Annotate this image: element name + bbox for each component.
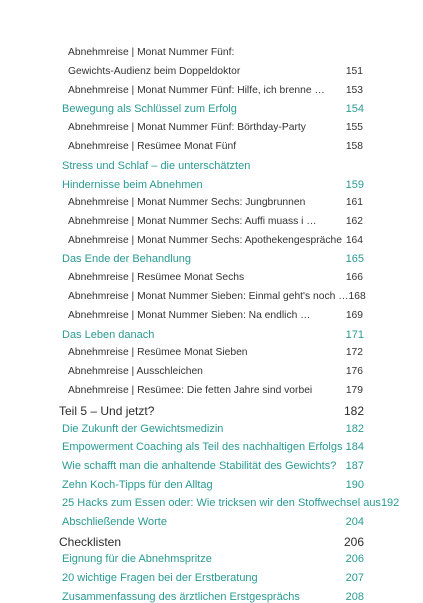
toc-entry-title: Das Leben danach xyxy=(62,329,155,341)
toc-entry-page: 154 xyxy=(345,103,364,115)
toc-entry-page: 162 xyxy=(345,216,363,227)
toc-entry xyxy=(68,273,363,283)
toc-entry xyxy=(62,497,400,509)
toc-entry-page: 165 xyxy=(345,253,364,265)
toc-entry xyxy=(62,517,364,528)
toc-entry xyxy=(68,123,363,133)
toc-entry xyxy=(59,536,364,548)
toc-entry-page: 172 xyxy=(345,347,363,358)
toc-entry-page: 179 xyxy=(345,385,363,396)
toc-entry-title: Die Zukunft der Gewichtsmedizin xyxy=(62,423,224,435)
toc-entry xyxy=(62,254,364,265)
toc-entry-page: 155 xyxy=(345,122,363,133)
toc-entry-page: 206 xyxy=(345,553,364,565)
toc-entry-title: Abnehmreise | Monat Nummer Sieben: Einmal geht's noch … xyxy=(68,291,349,302)
toc-entry xyxy=(62,480,364,491)
toc-entry-title: Wie schafft man die anhaltende Stabilität des Gewichts? xyxy=(62,460,337,472)
toc-entry-page: 204 xyxy=(345,516,364,528)
toc-entry xyxy=(62,461,364,472)
toc-entry-page: 190 xyxy=(345,479,364,491)
toc-entry-title: Abnehmreise | Monat Nummer Sechs: Apothekengespräche xyxy=(68,235,342,246)
toc-entry-title: Stress und Schlaf – die unterschätzten xyxy=(62,160,251,172)
toc-entry-page: 158 xyxy=(345,141,363,152)
toc-entry-page: 176 xyxy=(345,366,363,377)
toc-entry xyxy=(68,142,363,152)
toc-entry-title: Gewichts-Audienz beim Doppeldoktor xyxy=(68,66,241,77)
toc-entry-title: Das Ende der Behandlung xyxy=(62,253,192,265)
toc-entry xyxy=(68,48,363,58)
toc-entry-page: 169 xyxy=(345,310,363,321)
toc-entry-title: Abnehmreise | Resümee: Die fetten Jahre sind vorbei xyxy=(68,385,313,396)
toc-entry-page: 208 xyxy=(345,591,364,603)
toc-entry-title: 20 wichtige Fragen bei der Erstberatung xyxy=(62,572,258,584)
toc-entry xyxy=(62,330,364,341)
toc-entry xyxy=(68,386,363,396)
toc-entry-page: 192 xyxy=(380,497,400,509)
toc-entry-page: 153 xyxy=(345,85,363,96)
toc-entry xyxy=(68,348,363,358)
toc-entry-title: Empowerment Coaching als Teil des nachhaltigen Erfolgs xyxy=(62,441,343,453)
toc-entry-page: 184 xyxy=(345,441,364,453)
toc-entry xyxy=(59,405,364,417)
toc-entry-title: 25 Hacks zum Essen oder: Wie tricksen wir den Stoffwechsel aus xyxy=(62,497,381,509)
toc-entry-page: 207 xyxy=(345,572,364,584)
toc-entry-title: Abnehmreise | Monat Nummer Fünf: Börthday-Party xyxy=(68,122,306,133)
toc-entry xyxy=(62,592,364,603)
toc-entry-title: Hindernisse beim Abnehmen xyxy=(62,179,203,191)
toc-entry-title: Abnehmreise | Ausschleichen xyxy=(68,366,203,377)
toc-entry-page: 206 xyxy=(343,535,364,549)
toc-entry-page: 187 xyxy=(345,460,364,472)
toc-entry-page: 182 xyxy=(343,404,364,418)
toc-entry-title: Eignung für die Abnehmspritze xyxy=(62,553,212,565)
toc-entry xyxy=(62,573,364,584)
toc-entry xyxy=(68,291,366,302)
toc-entry xyxy=(62,554,364,565)
toc-entry-page: 182 xyxy=(345,423,364,435)
toc-entry-title: Abnehmreise | Monat Nummer Sechs: Auffi muass i … xyxy=(68,216,317,227)
toc-entry xyxy=(62,424,364,435)
toc-entry-title: Abnehmreise | Resümee Monat Sieben xyxy=(68,347,248,358)
toc-entry-title: Teil 5 – Und jetzt? xyxy=(59,404,155,418)
toc-entry-title: Abschließende Worte xyxy=(62,516,167,528)
toc-entry xyxy=(68,217,363,227)
toc-entry xyxy=(62,104,364,115)
toc-entry-page: 159 xyxy=(345,179,364,191)
toc-entry-title: Abnehmreise | Monat Nummer Sechs: Jungbrunnen xyxy=(68,197,306,208)
toc-entry-page: 171 xyxy=(345,329,364,341)
toc-entry-title: Abnehmreise | Monat Nummer Fünf: xyxy=(68,47,235,58)
toc-entry-page: 151 xyxy=(345,66,363,77)
toc-entry-title: Abnehmreise | Monat Nummer Fünf: Hilfe, ich brenne … xyxy=(68,85,325,96)
toc-entry xyxy=(62,442,364,453)
toc-entry xyxy=(68,236,363,246)
toc-entry-page: 161 xyxy=(345,197,363,208)
toc-entry-title: Abnehmreise | Monat Nummer Sieben: Na endlich … xyxy=(68,310,311,321)
toc-entry-page: 168 xyxy=(348,291,366,302)
toc-entry xyxy=(68,86,363,96)
toc-entry xyxy=(68,311,363,321)
toc-entry xyxy=(68,198,363,208)
toc-entry xyxy=(62,161,364,172)
toc-entry-title: Zehn Koch-Tipps für den Alltag xyxy=(62,479,213,491)
toc-entry xyxy=(68,367,363,377)
toc-entry-title: Checklisten xyxy=(59,535,122,549)
toc-entry-title: Abnehmreise | Resümee Monat Sechs xyxy=(68,272,245,283)
toc-entry-page: 166 xyxy=(345,272,363,283)
toc-entry-page: 164 xyxy=(345,235,363,246)
toc-entry-title: Abnehmreise | Resümee Monat Fünf xyxy=(68,141,237,152)
toc-entry xyxy=(62,180,364,191)
toc-entry-title: Bewegung als Schlüssel zum Erfolg xyxy=(62,103,237,115)
toc-entry xyxy=(68,67,363,77)
toc-entry-title: Zusammenfassung des ärztlichen Erstgesprächs xyxy=(62,591,300,603)
